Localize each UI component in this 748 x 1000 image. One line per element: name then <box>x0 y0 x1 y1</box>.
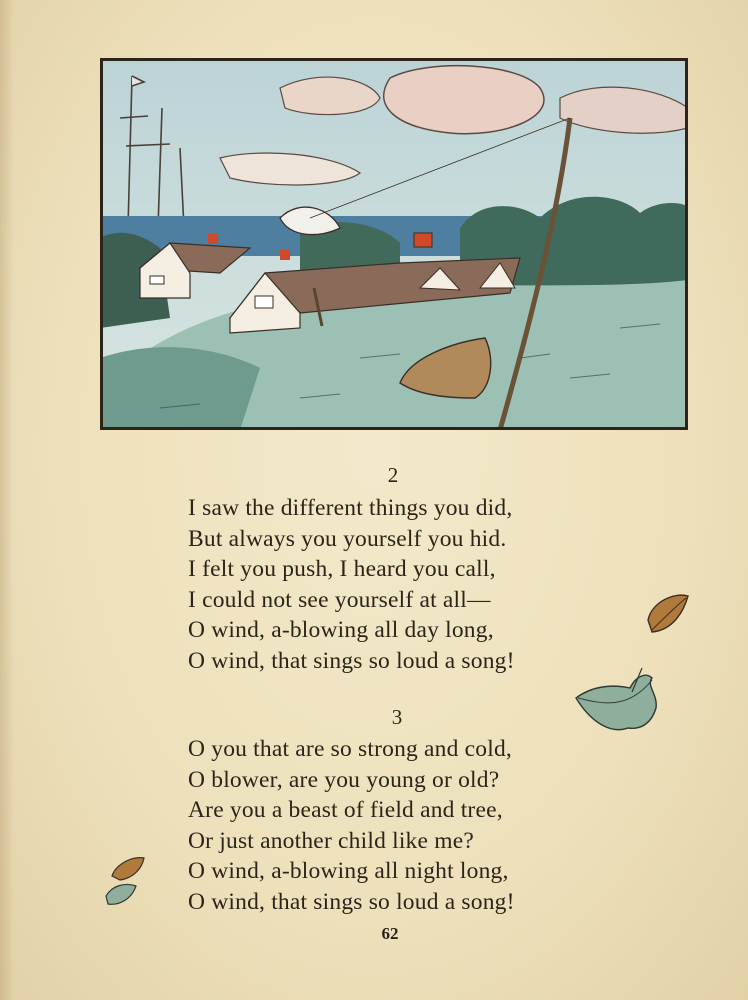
poem-line: Are you a beast of field and tree, <box>188 797 503 823</box>
poem-line: O you that are so strong and cold, <box>188 736 512 762</box>
falling-leaf-icon <box>644 590 692 641</box>
page-edge-shadow <box>0 0 14 1000</box>
stanza <box>188 734 608 917</box>
falling-leaf-icon <box>102 852 150 913</box>
poem-line: But always you yourself you hid. <box>188 525 507 552</box>
cloud <box>384 66 544 134</box>
stanza-number: 2 <box>387 463 399 487</box>
poem-line: I saw the different things you did, <box>188 495 513 521</box>
poem-line: Or just another child like me? <box>188 827 474 854</box>
windy-village-illustration <box>100 58 688 430</box>
stanza-number: 3 <box>391 705 403 729</box>
poem-line: I felt you push, I heard you call, <box>188 556 496 582</box>
poem-line: O wind, a-blowing all night long, <box>188 858 509 884</box>
grass-shadow <box>100 347 260 430</box>
poem-line: O wind, a-blowing all day long, <box>188 617 494 643</box>
poem-line: O blower, are you young or old? <box>188 766 500 793</box>
poem-line: O wind, that sings so loud a song! <box>188 888 515 915</box>
poem-line: I could not see yourself at all— <box>188 586 491 613</box>
falling-leaf-icon <box>572 668 662 745</box>
page-number: 62 <box>381 924 399 943</box>
stanza <box>188 493 608 676</box>
poem-line: O wind, that sings so loud a song! <box>188 647 515 674</box>
illustration-svg <box>100 58 688 430</box>
